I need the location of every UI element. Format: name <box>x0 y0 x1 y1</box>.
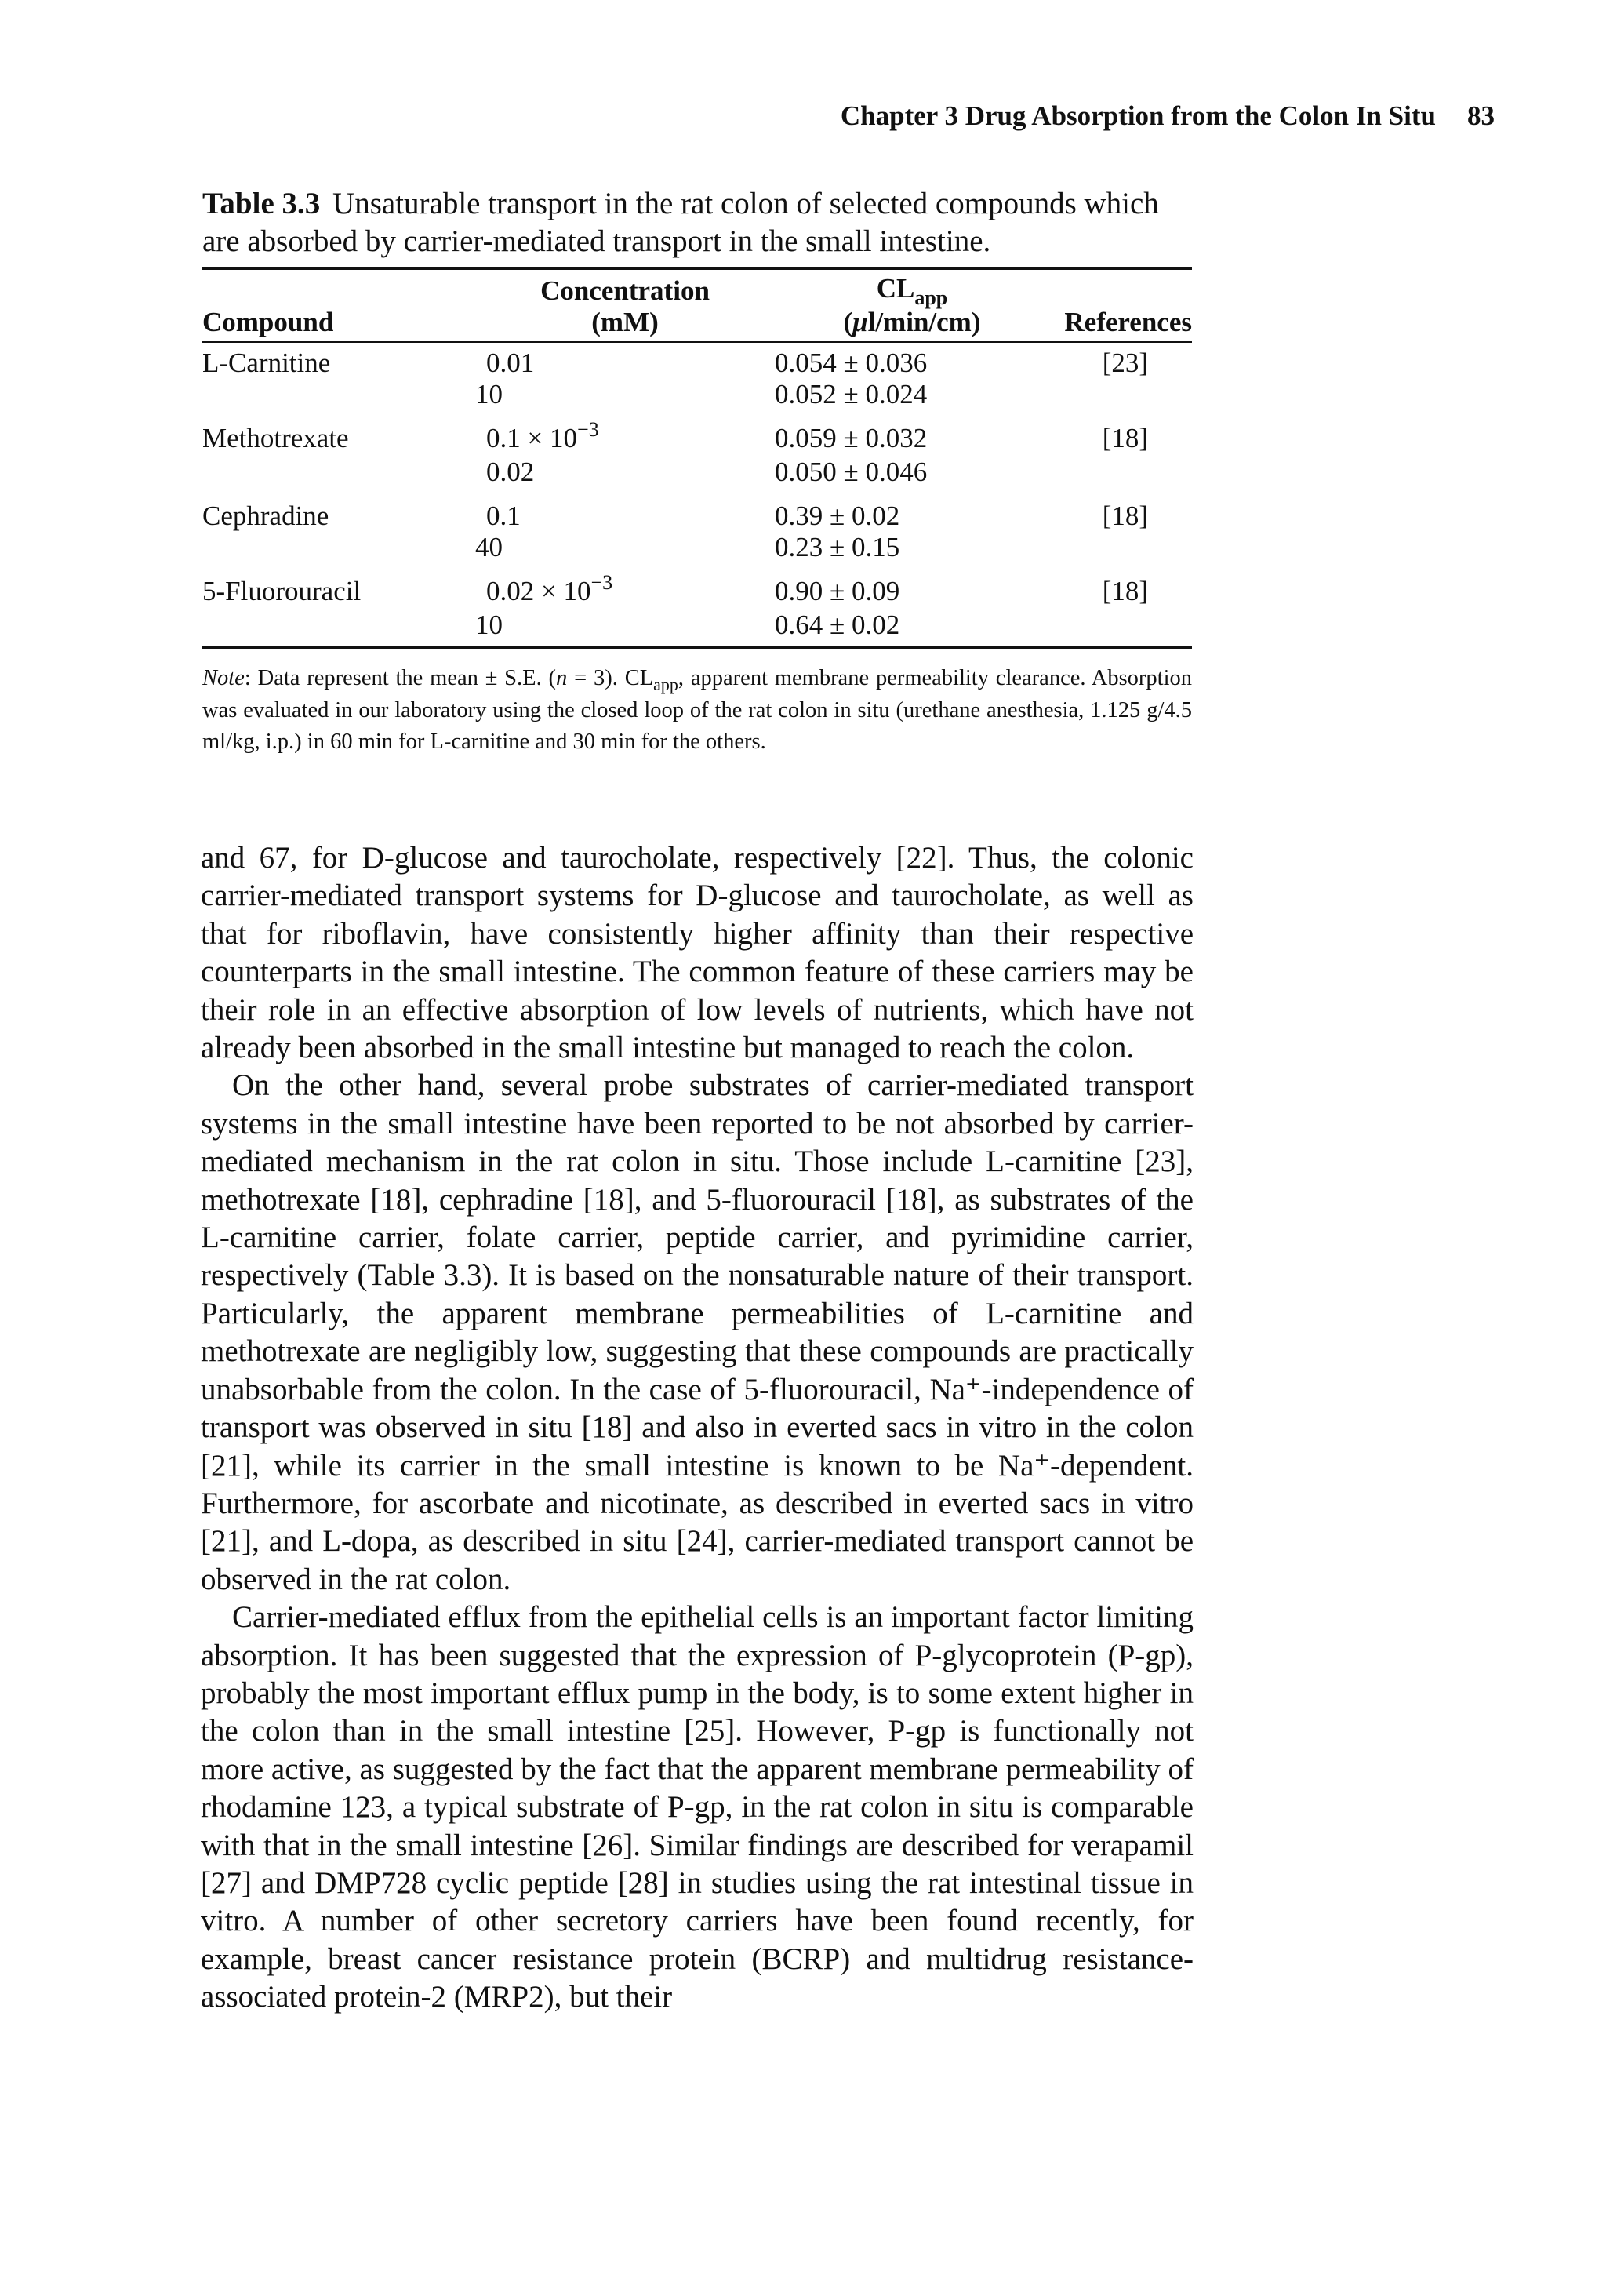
note-label: Note <box>202 666 245 690</box>
cell-reference: [18] <box>1102 423 1148 453</box>
cell-reference: [18] <box>1102 500 1148 531</box>
table-row <box>202 576 1192 609</box>
cell-reference <box>1049 609 1192 647</box>
table-row <box>202 342 1192 379</box>
header-unit-mu: μ <box>852 307 868 337</box>
running-head-title: Chapter 3 Drug Absorption from the Colon In Situ <box>840 100 1436 131</box>
table-block <box>202 185 1192 758</box>
header-clapp <box>775 268 1049 342</box>
table-row <box>202 457 1192 500</box>
cell-clapp: 0.059 ± 0.032 <box>775 423 928 453</box>
concentration-exponent: −3 <box>590 571 613 594</box>
table-row <box>202 609 1192 647</box>
header-unit-open: ( <box>843 307 853 337</box>
table-row <box>202 423 1192 457</box>
cell-clapp: 0.64 ± 0.02 <box>775 609 900 640</box>
note-text: -carnitine and 30 min for the others. <box>443 730 766 754</box>
header-unit-rest: l/min/cm) <box>867 307 981 337</box>
note-text: : Data represent the mean ± S.E. ( <box>244 666 557 690</box>
cell-concentration: 40 <box>475 532 503 562</box>
cell-concentration: 10 <box>475 609 503 640</box>
note-sub: app <box>653 675 678 694</box>
cell-clapp: 0.39 ± 0.02 <box>775 500 900 531</box>
header-clapp-main: CL <box>876 273 915 304</box>
cell-clapp: 0.90 ± 0.09 <box>775 576 900 606</box>
cell-compound: Cephradine <box>202 500 329 531</box>
cell-compound <box>202 379 475 423</box>
cell-reference: [23] <box>1102 347 1148 378</box>
table-note <box>202 663 1192 758</box>
note-text: = 3). CL <box>567 666 654 690</box>
table-row <box>202 532 1192 576</box>
header-compound: Compound <box>202 268 475 342</box>
table-row <box>202 379 1192 423</box>
compound-prefix: L <box>202 347 220 378</box>
cell-reference <box>1049 379 1192 423</box>
concentration-value: 0.02 <box>486 457 535 487</box>
header-concentration-line2: (mM) <box>591 307 659 337</box>
cell-clapp: 0.052 ± 0.024 <box>775 379 928 409</box>
data-table <box>202 267 1192 649</box>
page-number: 83 <box>1467 100 1495 131</box>
body-text <box>201 839 1194 2017</box>
cell-concentration: 10 <box>475 379 503 409</box>
concentration-value: 0.02 × 10 <box>486 576 591 606</box>
paragraph: Carrier-mediated efflux from the epithelial cells is an important factor limiting absorption. It has been suggested that the expression of P-glycoprotein (P-gp), probably the most important efflux pump in the body, is to some extent higher in the colon than in the small intestine [25]. However, P-gp is functionally not more active, as suggested by the fact that the apparent membrane permeability of rhodamine 123, a typical substrate of P-gp, in the rat colon in situ is comparable with that in the small intestine [26]. Similar findings are described for verapamil [27] and DMP728 cyclic peptide [28] in studies using the rat intestinal tissue in vitro. A number of other secretory carriers have been found recently, for example, breast cancer resistance protein (BCRP) and multidrug resistance-associated protein-2 (MRP2), but their <box>201 1600 1194 2014</box>
cell-reference <box>1049 457 1192 500</box>
cell-compound <box>202 532 475 576</box>
table-label: Table 3.3 <box>202 187 321 220</box>
header-clapp-sub: app <box>914 286 948 309</box>
cell-compound: 5-Fluorouracil <box>202 576 362 606</box>
cell-concentration <box>475 457 775 500</box>
running-head <box>841 100 1495 132</box>
cell-concentration <box>475 571 775 609</box>
note-text: , apparent membrane permeability clearance. Absorption was evaluated in our laboratory using the closed loop of the rat colon in situ (urethane anesthesia, 1.125 g/4.5 ml/kg, i.p.) in 60 min for <box>202 666 1193 754</box>
table-caption-text: Unsaturable transport in the rat colon of selected compounds which are absorbed by carrier-mediated transport in the small intestine. <box>202 187 1159 258</box>
note-small-caps: L <box>430 730 444 754</box>
cell-compound: Methotrexate <box>202 423 349 453</box>
table-header-row <box>202 268 1192 342</box>
paragraph: and 67, for D-glucose and taurocholate, respectively [22]. Thus, the colonic carrier-mediated transport systems for D-glucose and taurocholate, as well as that for riboflavin, have consistently higher affinity than their respective counterparts in the small intestine. The common feature of these carriers may be their role in an effective absorption of low levels of nutrients, which have not already been absorbed in the small intestine but managed to reach the colon. <box>201 841 1194 1065</box>
cell-reference: [18] <box>1102 576 1148 606</box>
cell-compound <box>202 457 475 500</box>
cell-clapp: 0.050 ± 0.046 <box>775 457 928 487</box>
cell-concentration <box>475 500 775 532</box>
note-n: n <box>556 666 568 690</box>
header-references: References <box>1049 268 1192 342</box>
table-row <box>202 500 1192 532</box>
cell-clapp: 0.054 ± 0.036 <box>775 347 928 378</box>
concentration-value: 0.01 <box>486 347 535 378</box>
cell-compound <box>202 609 475 647</box>
concentration-exponent: −3 <box>577 418 599 441</box>
cell-concentration <box>475 342 775 379</box>
paragraph: On the other hand, several probe substrates of carrier-mediated transport systems in the small intestine have been reported to be not absorbed by carrier-mediated mechanism in the rat colon in situ. Those include L-carnitine [23], methotrexate [18], cephradine [18], and 5-fluorouracil [18], as substrates of the L-carnitine carrier, folate carrier, peptide carrier, and pyrimidine carrier, respectively (Table 3.3). It is based on the nonsaturable nature of their transport. Particularly, the apparent membrane permeabilities of L-carnitine and methotrexate are negligibly low, suggesting that these compounds are practically unabsorbable from the colon. In the case of 5-fluorouracil, Na⁺-independence of transport was observed in situ [18] and also in everted sacs in vitro in the colon [21], while its carrier in the small intestine is known to be Na⁺-dependent. Furthermore, for ascorbate and nicotinate, as described in everted sacs in vitro [21], and L-dopa, as described in situ [24], carrier-mediated transport cannot be observed in the rat colon. <box>201 1068 1194 1596</box>
cell-compound <box>202 342 475 379</box>
cell-clapp: 0.23 ± 0.15 <box>775 532 900 562</box>
concentration-value: 0.1 × 10 <box>486 423 577 453</box>
cell-concentration <box>475 418 775 457</box>
table-caption <box>202 185 1192 260</box>
cell-reference <box>1049 532 1192 576</box>
concentration-value: 0.1 <box>486 500 521 531</box>
compound-name: -Carnitine <box>219 347 331 378</box>
header-concentration <box>475 268 775 342</box>
header-concentration-line1: Concentration <box>540 275 710 306</box>
